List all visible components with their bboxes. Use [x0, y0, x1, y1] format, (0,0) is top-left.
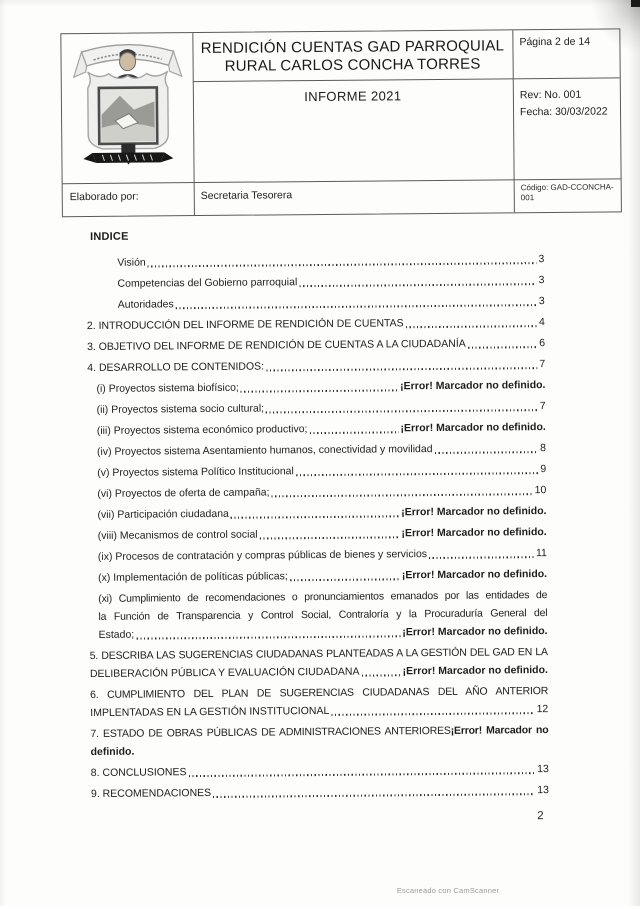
- dot-leader: [189, 772, 536, 777]
- toc-entry: [88, 483, 546, 501]
- dot-leader: [136, 635, 400, 639]
- toc-entry: [89, 546, 547, 564]
- toc-entry-label: (i) Proyectos sistema biofísico;: [96, 381, 239, 395]
- toc-entry: [90, 684, 548, 702]
- toc-entry: [91, 783, 549, 801]
- toc-error-ref: ¡Error! Marcador no definido.: [400, 421, 546, 435]
- toc-entry: [87, 315, 545, 333]
- dot-leader: [260, 536, 400, 539]
- toc-entry-label: 7. ESTADO DE OBRAS PÚBLICAS DE ADMINISTRACIONES ANTERIORES¡Error! Marcador no: [90, 724, 549, 741]
- toc-entry-label: (vii) Participación ciudadana: [97, 507, 229, 521]
- toc-entry-label: la Función de Transparencia y Control Social, Contraloría y la Procuraduría General del: [98, 607, 548, 623]
- dot-leader: [266, 409, 538, 413]
- toc-entry: [87, 294, 545, 312]
- toc-entry: [87, 336, 545, 354]
- toc-error-ref: ¡Error! Marcador no definido.: [401, 568, 548, 582]
- toc-error-ref: ¡Error! Marcador no definido.: [402, 664, 548, 678]
- toc-entry: [89, 525, 547, 543]
- toc-entry: [90, 702, 548, 720]
- toc-page-number: 13: [537, 784, 550, 797]
- dot-leader: [290, 578, 400, 581]
- toc-page-number: 13: [537, 763, 549, 776]
- dot-leader: [362, 674, 401, 676]
- toc-entry: [90, 624, 548, 642]
- toc-page-number: 7: [539, 358, 546, 371]
- toc-page-number: 3: [538, 295, 545, 308]
- toc-page-number: 8: [540, 442, 547, 455]
- toc-entry-label: definido.: [90, 745, 135, 759]
- report-subtitle: INFORME 2021: [304, 88, 402, 105]
- toc-entry: [88, 504, 546, 522]
- parish-crest-logo: [70, 34, 185, 177]
- toc-error-ref: ¡Error! Marcador no definido.: [401, 505, 547, 519]
- toc-error-ref: ¡Error! Marcador no definido.: [400, 379, 546, 393]
- toc-entry-label: (v) Proyectos sistema Político Institucional: [97, 465, 294, 479]
- page-number: 2: [537, 810, 544, 823]
- elaborado-label: Elaborado por:: [69, 190, 139, 204]
- document-code: Código: GAD-CCONCHA-001: [520, 182, 614, 203]
- revision-block: [513, 77, 620, 120]
- dot-leader: [406, 325, 537, 328]
- toc-page-number: 6: [539, 337, 546, 350]
- page-info: Página 2 de 14: [519, 35, 591, 49]
- toc-entry: [86, 252, 544, 270]
- dot-leader: [435, 451, 539, 454]
- toc-entry: [90, 645, 548, 663]
- toc-page-number: 12: [536, 703, 549, 716]
- toc-entry: [88, 420, 546, 438]
- dot-leader: [213, 793, 535, 798]
- toc-entry-label: 6. CUMPLIMIENTO DEL PLAN DE SUGERENCIAS CIUDADANAS DEL AÑO ANTERIOR: [90, 685, 549, 702]
- toc-entry-label: (ix) Procesos de contratación y compras públicas de bienes y servicios: [97, 548, 428, 563]
- toc-entry-label: 8. CONCLUSIONES: [90, 766, 187, 780]
- dot-leader: [309, 431, 398, 434]
- toc-entry-label: Competencias del Gobierno parroquial: [117, 276, 298, 290]
- toc-page-number: 4: [538, 316, 545, 329]
- elaborado-value: Secretaria Tesorera: [200, 189, 293, 203]
- toc-entry-label: 5. DESCRIBA LAS SUGERENCIAS CIUDADANAS PLANTEADAS A LA GESTIÓN DEL GAD EN LA: [89, 646, 548, 663]
- toc-error-ref: ¡Error! Marcador no definido.: [401, 526, 547, 540]
- toc-entry: [87, 378, 545, 396]
- toc-entry: [90, 663, 548, 681]
- toc-entry-label: IMPLENTADAS EN LA GESTIÓN INSTITUCIONAL: [90, 704, 330, 720]
- toc-entry: [88, 441, 546, 459]
- toc-entry: [89, 567, 547, 585]
- toc-list: [86, 252, 549, 801]
- toc-entry-label: 3. OBJETIVO DEL INFORME DE RENDICIÓN DE CUENTAS A LA CIUDADANÍA: [87, 337, 466, 354]
- table-of-contents: [86, 227, 549, 808]
- toc-entry-label: (viii) Mecanismos de control social: [97, 528, 258, 542]
- scan-corner-mark: [631, 0, 640, 7]
- toc-page-number: 11: [535, 547, 547, 560]
- toc-entry-label: (iv) Proyectos sistema Asentamiento humanos, conectividad y movilidad: [96, 443, 433, 458]
- toc-page-number: 7: [539, 400, 546, 413]
- dot-leader: [176, 304, 537, 309]
- toc-entry: [88, 399, 546, 417]
- title-line1: RENDICIÓN CUENTAS GAD PARROQUIAL: [200, 37, 505, 58]
- dot-leader: [331, 712, 534, 716]
- toc-entry: [87, 357, 545, 375]
- dot-leader: [299, 283, 536, 287]
- toc-entry-label: Visión: [117, 256, 146, 269]
- revision-date: Fecha: 30/03/2022: [519, 104, 608, 118]
- toc-page-number: 3: [538, 274, 545, 287]
- dot-leader: [148, 262, 537, 267]
- toc-entry-label: (vi) Proyectos de oferta de campaña;: [97, 486, 270, 500]
- toc-entry-label: DELIBERACIÓN PÚBLICA Y EVALUACIÓN CIUDADANA: [89, 665, 360, 681]
- toc-entry: [91, 762, 549, 780]
- toc-page-number: 3: [538, 253, 545, 266]
- camscanner-watermark: Escaneado con CamScanner: [396, 886, 500, 895]
- dot-leader: [429, 556, 534, 559]
- toc-entry-label: 4. DESARROLLO DE CONTENIDOS:: [87, 360, 265, 375]
- toc-page-number: 10: [534, 484, 547, 497]
- toc-page-number: 9: [540, 463, 547, 476]
- toc-entry: [89, 606, 547, 624]
- toc-entry-label: (ii) Proyectos sistema socio cultural;: [96, 402, 265, 416]
- dot-leader: [266, 367, 537, 371]
- dot-leader: [468, 346, 538, 349]
- toc-entry: [89, 588, 547, 606]
- toc-entry: [88, 462, 546, 480]
- toc-entry: [91, 741, 549, 759]
- toc-entry-label: Estado;: [98, 628, 135, 641]
- toc-entry-label: 2. INTRODUCCIÓN DEL INFORME DE RENDICIÓN DE CUENTAS: [86, 317, 404, 333]
- toc-entry-label: (xi) Cumplimiento de recomendaciones o pronunciamientos emanados por las entidades de: [98, 589, 548, 605]
- header-table: [60, 28, 622, 217]
- dot-leader: [296, 472, 539, 476]
- toc-entry-label: (iii) Proyectos sistema económico productivo;: [96, 423, 308, 437]
- toc-error-ref: ¡Error! Marcador no definido.: [402, 625, 548, 639]
- toc-entry-label: (x) Implementación de políticas públicas;: [98, 570, 288, 584]
- revision-number: Rev: No. 001: [519, 88, 582, 102]
- dot-leader: [231, 515, 399, 518]
- logo-cell: [61, 33, 193, 183]
- toc-entry: [90, 723, 548, 741]
- dot-leader: [272, 493, 533, 497]
- toc-entry: [86, 273, 544, 291]
- toc-heading: INDICE: [90, 230, 129, 243]
- toc-entry-label: 9. RECOMENDACIONES: [90, 786, 212, 801]
- dot-leader: [241, 389, 398, 392]
- title-line2: RURAL CARLOS CONCHA TORRES: [224, 55, 481, 75]
- toc-entry-label: Autoridades: [117, 298, 174, 311]
